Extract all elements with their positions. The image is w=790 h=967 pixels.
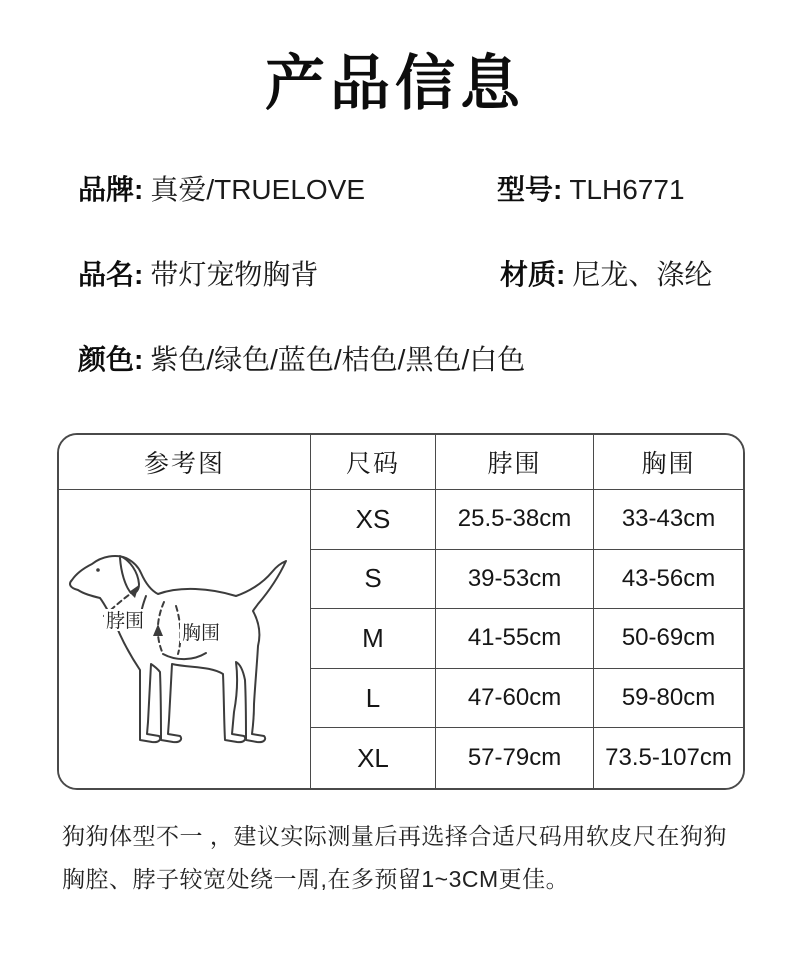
column-header-chest: 胸围 [594, 435, 743, 490]
spec-material-label: 材质: [500, 259, 566, 290]
chest-measure-dashed-back [176, 606, 180, 654]
spec-brand-value: 真爱/TRUELOVE [150, 174, 366, 205]
row-xl-chest: 73.5-107cm [594, 728, 743, 788]
spec-product-name-label: 品名: [78, 259, 144, 290]
chest-arrowhead [153, 624, 163, 636]
spec-model-value: TLH6771 [569, 174, 685, 205]
row-m-neck: 41-55cm [436, 609, 594, 669]
dog-outline [70, 556, 286, 742]
measurement-note: 狗狗体型不一 ，建议实际测量后再选择合适尺码用软皮尺在狗狗胸腔、脖子较宽处绕一周,在多预留1~3CM更佳。 [62, 823, 727, 892]
page-title: 产品信息 [265, 50, 525, 117]
row-xl-size: XL [311, 728, 436, 788]
column-header-neck: 脖围 [436, 435, 594, 490]
ref-column-header: 参考图 [59, 435, 311, 490]
dog-diagram-cell [59, 490, 311, 788]
spec-product-name [78, 253, 318, 293]
row-m-size: M [311, 609, 436, 669]
dog-eye [96, 568, 100, 572]
spec-brand-label: 品牌: [78, 174, 144, 205]
size-table [57, 433, 745, 790]
row-xs-size: XS [311, 490, 436, 550]
row-s-chest: 43-56cm [594, 550, 743, 610]
spec-color [78, 338, 525, 378]
row-l-size: L [311, 669, 436, 729]
row-xs-neck: 25.5-38cm [436, 490, 594, 550]
row-l-chest: 59-80cm [594, 669, 743, 729]
spec-color-value: 紫色/绿色/蓝色/桔色/黑色/白色 [150, 344, 526, 375]
row-s-size: S [311, 550, 436, 610]
spec-material [500, 253, 712, 293]
column-header-size: 尺码 [311, 435, 436, 490]
row-m-chest: 50-69cm [594, 609, 743, 669]
spec-model [497, 168, 685, 208]
spec-model-label: 型号: [497, 174, 563, 205]
row-l-neck: 47-60cm [436, 669, 594, 729]
row-xs-chest: 33-43cm [594, 490, 743, 550]
row-s-neck: 39-53cm [436, 550, 594, 610]
spec-product-name-value: 带灯宠物胸背 [150, 259, 319, 290]
harness-belly-line [163, 653, 206, 659]
spec-color-label: 颜色: [78, 344, 144, 375]
spec-material-value: 尼龙、涤纶 [572, 259, 713, 290]
neck-label: 脖围 [106, 611, 145, 632]
chest-label: 胸围 [182, 623, 221, 644]
row-xl-neck: 57-79cm [436, 728, 594, 788]
dog-measurement-diagram [60, 546, 310, 766]
spec-brand [78, 168, 365, 208]
